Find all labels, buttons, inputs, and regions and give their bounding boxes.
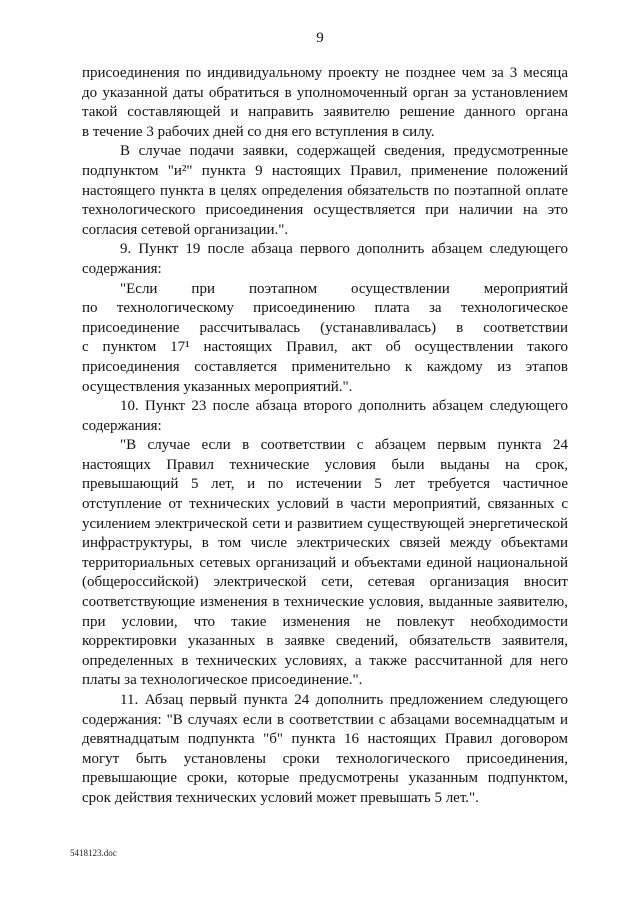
paragraph-application-conditions [82, 142, 568, 240]
text-line: содержания: "В случаях если в соответствии с абзацами восемнадцатым и [82, 711, 568, 728]
document-filename: 5418123.doc [70, 848, 117, 858]
text-line: инфраструктуры, в том числе электрических связей между объектами [82, 535, 568, 552]
text-line: присоединение рассчитывалась (устанавливалась) в соответствии [82, 319, 568, 336]
document-body [82, 64, 568, 809]
text-line: 9. Пункт 19 после абзаца первого дополнить абзацем следующего [120, 241, 568, 258]
text-line: превышающие сроки, которые предусмотрены указанным подпунктом, [82, 770, 568, 787]
text-line: осуществления указанных мероприятий.". [82, 378, 353, 395]
text-line: "В случае если в соответствии с абзацем первым пункта 24 [120, 437, 568, 454]
text-line: корректировки указанных в заявке сведений, обязательств заявителя, [82, 633, 568, 650]
text-line: до указанной даты обратиться в уполномоченный орган за установлением [82, 84, 568, 101]
text-line: "Если при поэтапном осуществлении мероприятий [120, 280, 568, 297]
text-line: содержания: [82, 417, 162, 434]
paragraph-item-9-text [82, 280, 568, 398]
page-number: 9 [316, 30, 324, 46]
text-line: настоящих Правил технические условия были выданы на срок, [82, 456, 568, 473]
text-line: девятнадцатым подпункта "б" пункта 16 настоящих Правил договором [82, 731, 568, 748]
text-line: соответствующие изменения в технические условия, выданные заявителю, [82, 594, 568, 611]
paragraph-item-11 [82, 691, 568, 809]
paragraph-continuation [82, 64, 568, 142]
text-line: такой составляющей и направить заявителю решение данного органа [82, 104, 568, 121]
text-line: присоединения по индивидуальному проекту не позднее чем за 3 месяца [82, 65, 568, 81]
text-line: В случае подачи заявки, содержащей сведения, предусмотренные [120, 143, 568, 160]
text-line: платы за технологическое присоединение.". [82, 672, 363, 689]
text-line: определенных в технических условиях, а также рассчитанной для него [82, 652, 568, 669]
paragraph-item-10 [82, 397, 568, 436]
paragraph-item-10-text [82, 436, 568, 691]
text-line: содержания: [82, 260, 162, 277]
paragraph-item-9 [82, 240, 568, 279]
text-line: (общероссийской) электрической сети, сетевая организация вносит [82, 574, 568, 591]
text-line: настоящего пункта в целях определения обязательств по поэтапной оплате [82, 182, 568, 199]
text-line: с пунктом 17¹ настоящих Правил, акт об осуществлении такого [82, 339, 568, 356]
text-line: при условии, что такие изменения не повлекут необходимости [82, 613, 568, 630]
text-line: в течение 3 рабочих дней со дня его вступления в силу. [82, 123, 435, 140]
text-line: по технологическому присоединению плата за технологическое [82, 300, 568, 317]
text-line: согласия сетевой организации.". [82, 221, 289, 238]
text-line: 11. Абзац первый пункта 24 дополнить предложением следующего [120, 692, 568, 708]
text-line: территориальных сетевых организаций и объектами единой национальной [82, 554, 568, 571]
text-line: могут быть установлены сроки технологического присоединения, [82, 750, 568, 767]
text-line: усилением электрической сети и развитием существующей энергетической [82, 515, 568, 532]
text-line: присоединения составляется применительно к каждому из этапов [82, 358, 568, 375]
text-line: подпунктом "и²" пункта 9 настоящих Правил, применение положений [82, 162, 568, 179]
text-line: технологического присоединения осуществляется при наличии на это [82, 202, 568, 219]
text-line: отступление от технических условий в части мероприятий, связанных с [82, 496, 568, 513]
text-line: срок действия технических условий может превышать 5 лет.". [82, 789, 479, 806]
text-line: 10. Пункт 23 после абзаца второго дополнить абзацем следующего [120, 398, 568, 415]
text-line: превышающий 5 лет, и по истечении 5 лет требуется частичное [82, 476, 568, 493]
